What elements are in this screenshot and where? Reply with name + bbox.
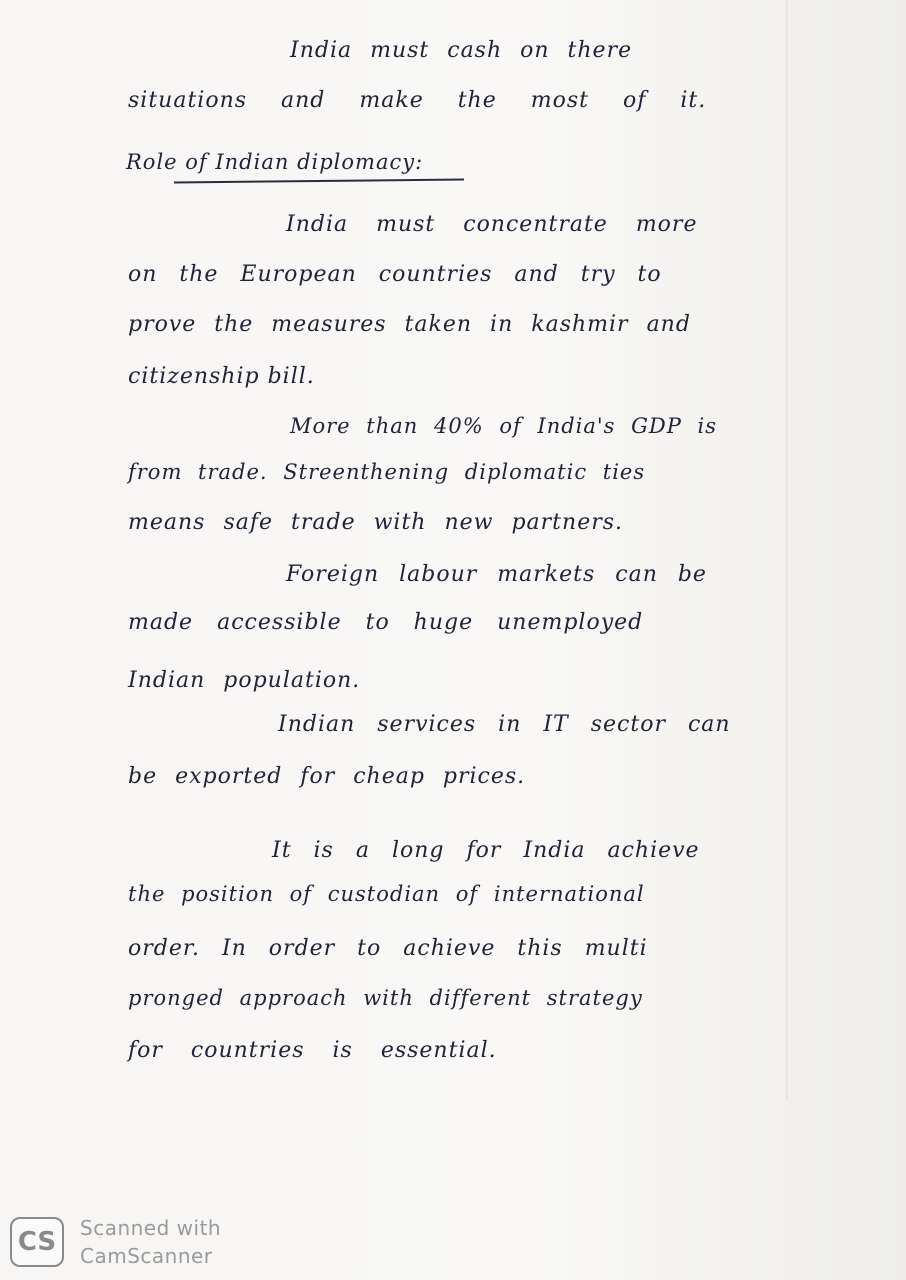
camscanner-logo: CS: [10, 1217, 64, 1267]
paragraph-6-line-3: order. In order to achieve this multi: [128, 936, 648, 961]
paragraph-5-line-1: Indian services in IT sector can: [278, 712, 731, 737]
paragraph-6-line-4: pronged approach with different strategy: [128, 986, 643, 1010]
paragraph-6-line-1: It is a long for India achieve: [272, 838, 700, 863]
paragraph-4-line-1: Foreign labour markets can be: [286, 562, 707, 587]
heading-text: Role of Indian diplomacy:: [126, 150, 424, 174]
paragraph-3-line-1: More than 40% of India's GDP is: [290, 414, 718, 438]
paragraph-6-line-5: for countries is essential.: [128, 1038, 497, 1063]
paragraph-2-line-3: prove the measures taken in kashmir and: [128, 312, 691, 337]
paragraph-3-line-3: means safe trade with new partners.: [128, 510, 624, 535]
paragraph-5-line-2: be exported for cheap prices.: [128, 764, 526, 789]
paragraph-3-line-2: from trade. Streenthening diplomatic ties: [128, 460, 646, 484]
section-heading: [126, 150, 423, 174]
paragraph-2-line-4: citizenship bill.: [128, 364, 315, 389]
heading-underline: [174, 178, 464, 183]
watermark-line-1: Scanned with: [80, 1216, 222, 1240]
paragraph-4-line-2: made accessible to huge unemployed: [128, 610, 644, 635]
paragraph-6-line-2: the position of custodian of international: [128, 882, 645, 906]
paragraph-1-line-2: situations and make the most of it.: [128, 88, 707, 113]
paragraph-2-line-2: on the European countries and try to: [128, 262, 662, 287]
paragraph-2-line-1: India must concentrate more: [286, 212, 698, 237]
page-fold-shadow: [786, 0, 788, 1100]
paragraph-4-line-3: Indian population.: [128, 668, 361, 693]
paragraph-1-line-1: India must cash on there: [290, 38, 633, 63]
watermark-line-2: CamScanner: [80, 1244, 213, 1268]
